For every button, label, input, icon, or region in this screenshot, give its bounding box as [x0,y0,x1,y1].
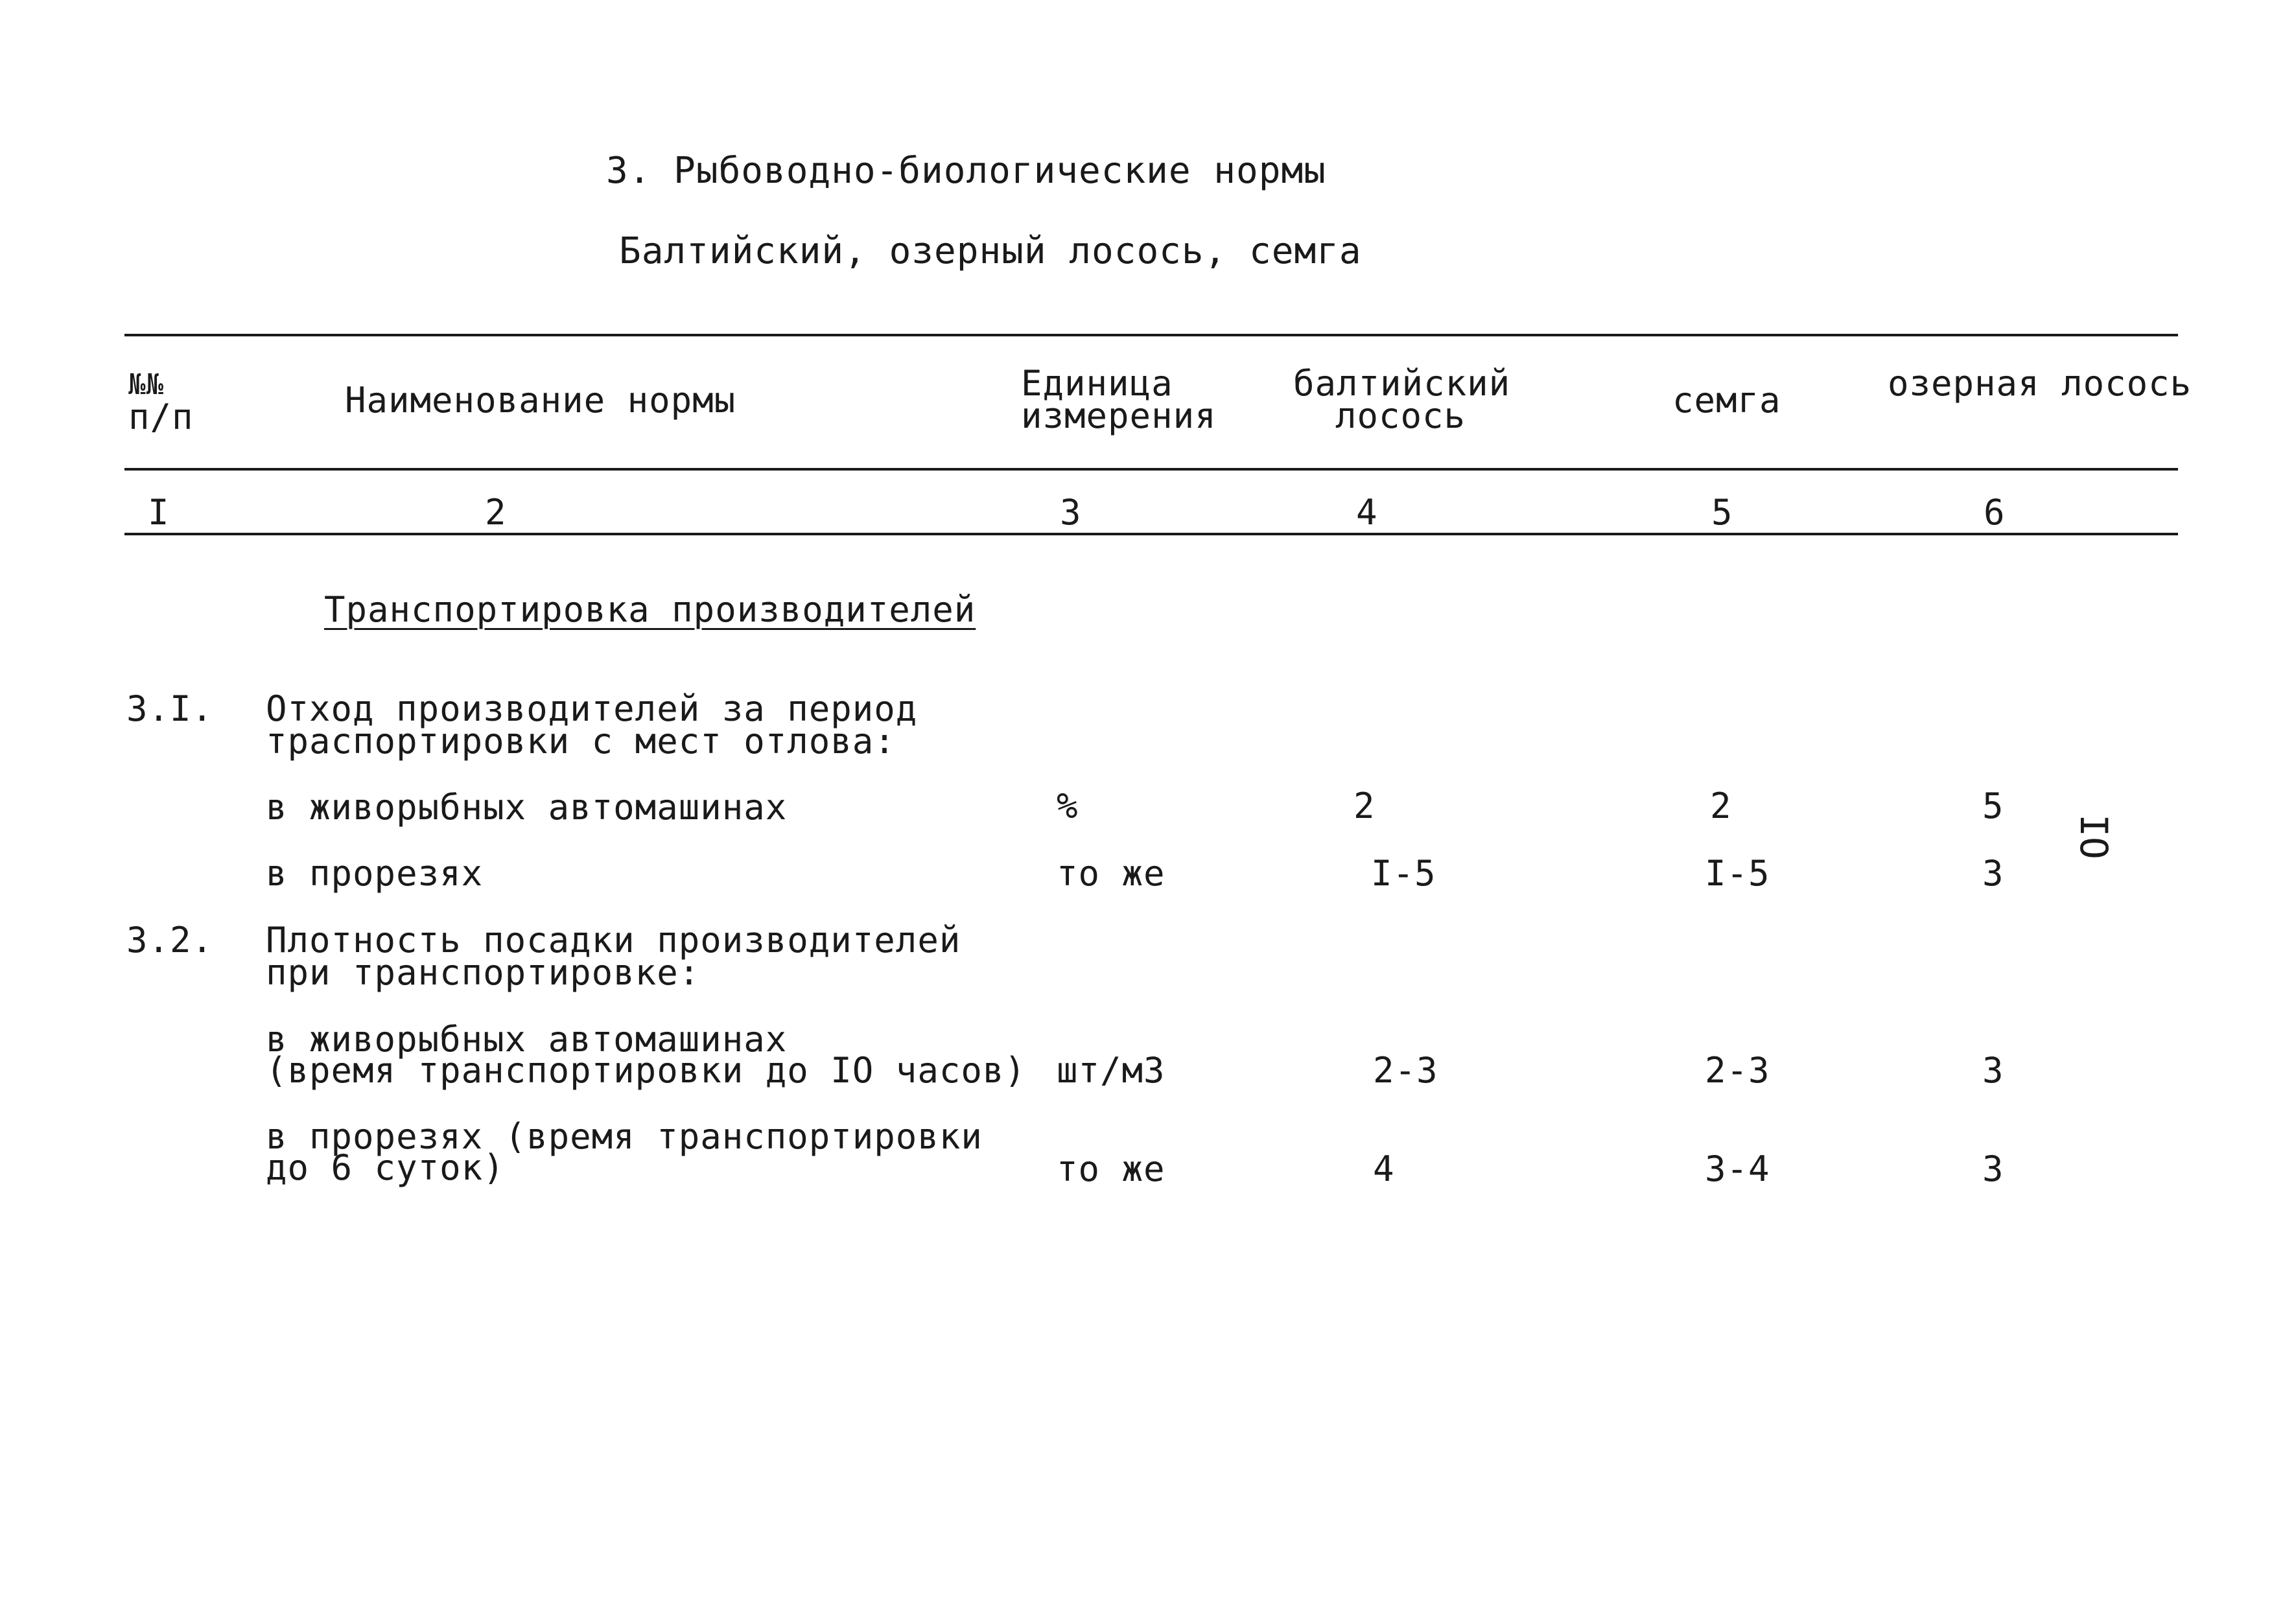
row-baltic-value: 4 [1373,1148,1395,1189]
row-lake-value: 3 [1982,853,2004,894]
header-semga: семга [1672,380,1781,421]
row-name-line2: траспортировки с мест отлова: [266,721,896,762]
column-number: 4 [1356,492,1378,533]
row-semga-value: I-5 [1705,853,1770,894]
row-name-line1: в прорезях (время транспортировки [266,1116,983,1157]
row-semga-value: 2 [1710,786,1732,826]
row-lake-value: 3 [1982,1050,2004,1091]
header-baltic-line2: лосось [1335,395,1466,436]
column-number: 3 [1060,492,1082,533]
column-number: 6 [1984,492,2006,533]
row-name-line1: Отход производителей за период [266,688,918,729]
row-baltic-value: I-5 [1371,853,1436,894]
row-name-line1: Плотность посадки производителей [266,920,961,961]
row-unit: то же [1057,853,1166,894]
row-name-line2: (время транспортировки до IO часов) [266,1050,1026,1091]
header-baltic-line1: балтийский [1293,363,1511,404]
row-semga-value: 2-3 [1705,1050,1770,1091]
row-baltic-value: 2 [1353,786,1376,826]
column-number: 5 [1711,492,1733,533]
header-unit-line2: измерения [1021,395,1217,436]
row-name-line1: в живорыбных автомашинах [266,1019,788,1060]
header-lake: озерная лосось [1888,363,2192,404]
row-baltic-value: 2-3 [1373,1050,1438,1091]
group-heading: Транспортировка производителей [324,589,976,630]
row-name: в живорыбных автомашинах [266,787,788,828]
row-lake-value: 3 [1982,1148,2004,1189]
header-num-line2: п/п [128,397,194,437]
table-header-rule [124,468,2178,471]
row-semga-value: 3-4 [1705,1148,1770,1189]
table-top-rule [124,334,2178,336]
row-name-line2: при транспортировке: [266,952,701,993]
row-unit: то же [1057,1148,1166,1189]
table-column-number-rule [124,533,2178,535]
row-unit: шт/м3 [1057,1050,1166,1091]
row-number: 3.I. [126,688,214,729]
header-num-line1: №№ [128,368,164,401]
row-number: 3.2. [126,920,214,961]
section-title: 3. Рыбоводно-биологические нормы [606,150,1326,192]
row-name: в прорезях [266,853,484,894]
header-unit-line1: Единица [1021,363,1173,404]
row-unit: % [1057,786,1079,826]
document-subtitle: Балтийский, озерный лосось, семга [619,230,1362,272]
row-lake-value: 5 [1982,786,2004,826]
row-name-line2: до 6 суток) [266,1147,505,1188]
page-number: IO [2071,814,2116,859]
header-name: Наименование нормы [345,380,736,421]
column-number: 2 [485,492,507,533]
column-number: I [148,492,170,533]
